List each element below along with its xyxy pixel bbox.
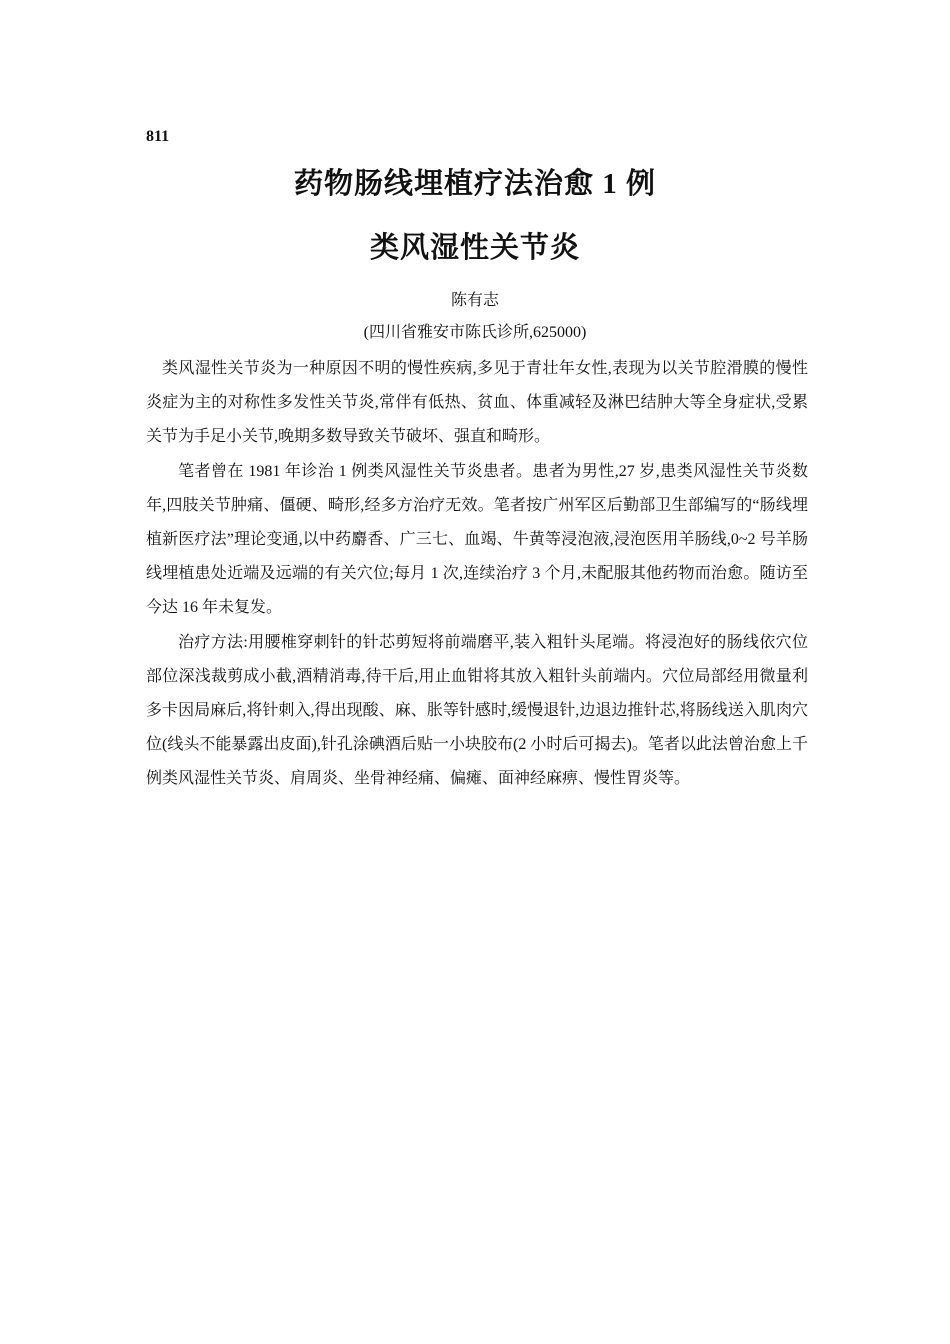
author-name: 陈有志 xyxy=(450,292,499,309)
page-number: 811 xyxy=(146,128,170,145)
article-body xyxy=(146,352,808,797)
article-title-line-1: 药物肠线埋植疗法治愈 1 例 xyxy=(293,168,656,200)
author-affiliation: (四川省雅安市陈氏诊所,625000) xyxy=(363,324,587,341)
body-paragraph-1: 类风湿性关节炎为一种原因不明的慢性疾病,多见于青壮年女性,表现为以关节腔滑膜的慢性炎症为主的对称性多发性关节炎,常伴有低热、贫血、体重减轻及淋巴结肿大等全身症状,受累关节为手足小关节,晚期多数导致关节破坏、强直和畸形。 xyxy=(146,360,808,446)
body-paragraph-2: 笔者曾在 1981 年诊治 1 例类风湿性关节炎患者。患者为男性,27 岁,患类风湿性关节炎数年,四肢关节肿痛、僵硬、畸形,经多方治疗无效。笔者按广州军区后勤部卫生部编写的“肠线埋植新医疗法”理论变通,以中药麝香、广三七、血竭、牛黄等浸泡液,浸泡医用羊肠线,0~2 号羊肠线埋植患处近端及远端的有关穴位;每月 1 次,连续治疗 3 个月,未配服其他药物而治愈。随访至今达 16 年未复发。 xyxy=(146,462,808,617)
body-paragraph-3: 治疗方法:用腰椎穿刺针的针芯剪短将前端磨平,装入粗针头尾端。将浸泡好的肠线依穴位部位深浅裁剪成小截,酒精消毒,待干后,用止血钳将其放入粗针头前端内。穴位局部经用微量利多卡因局麻后,将针刺入,得出现酸、麻、胀等针感时,缓慢退针,边退边推针芯,将肠线送入肌肉穴位(线头不能暴露出皮面),针孔涂碘酒后贴一小块胶布(2 小时后可揭去)。笔者以此法曾治愈上千例类风湿性关节炎、肩周炎、坐骨神经痛、偏瘫、面神经麻痹、慢性胃炎等。 xyxy=(146,633,808,788)
article-title-line-2: 类风湿性关节炎 xyxy=(369,232,580,264)
